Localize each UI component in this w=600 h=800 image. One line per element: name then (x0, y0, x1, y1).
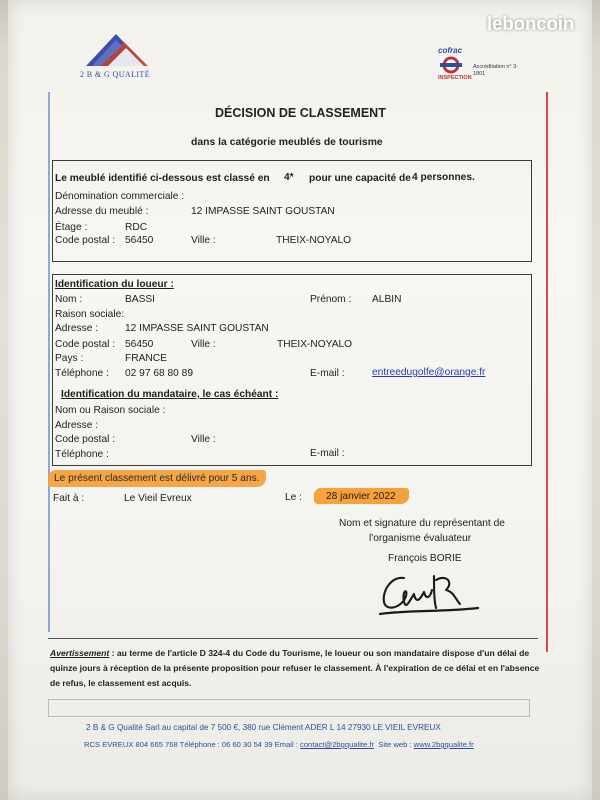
footer-line1: 2 B & G Qualité Sarl au capital de 7 500 €, 380 rue Clément ADER L 14 27930 LE VIEIL EVREUX (86, 723, 441, 732)
footer-email-link[interactable]: contact@2bgqualite.fr (300, 740, 375, 749)
owner-firstname-label: Prénom : (310, 294, 352, 305)
owner-postal: 56450 (125, 339, 154, 350)
footer-site-label: Site web : (378, 740, 412, 749)
footer-rcs: RCS EVREUX 804 665 768 Téléphone : 06 60 30 54 39 Email : (84, 740, 298, 749)
triangles-logo-icon (74, 32, 164, 68)
owner-city-label: Ville : (191, 339, 216, 350)
date-label: Le : (285, 492, 302, 503)
address-label: Adresse du meublé : (55, 206, 149, 217)
owner-country-label: Pays : (55, 353, 84, 364)
page-title: DÉCISION DE CLASSEMENT (215, 106, 386, 120)
floor-value: RDC (125, 222, 148, 233)
capacity-value: 4 personnes. (412, 172, 475, 183)
signature-line2: l'organisme évaluateur (369, 533, 472, 544)
owner-firstname: ALBIN (372, 294, 402, 305)
postal-value: 56450 (125, 235, 154, 246)
warning-line3: de refus, le classement est acquis. (50, 678, 192, 688)
owner-postal-label: Code postal : (55, 339, 116, 350)
agent-phone-label: Téléphone : (55, 449, 109, 460)
validity-text: Le présent classement est délivré pour 5 ans. (54, 473, 260, 484)
dotted-frame (48, 699, 530, 717)
warning-line2: quinze jours à réception de la présente proposition pour refuser le classement. À l'expiration de ce délai et en l'absence (50, 663, 540, 673)
capacity-label: pour une capacité de (309, 173, 411, 184)
warning-label: Avertissement (50, 648, 110, 658)
separator-line (48, 638, 538, 639)
handwritten-signature (374, 570, 484, 620)
accreditation-text: Accréditation n° 3- 1801 (473, 64, 518, 77)
owner-country: FRANCE (125, 353, 167, 364)
owner-email-label: E-mail : (310, 368, 345, 379)
owner-company-label: Raison sociale: (55, 309, 125, 320)
cofrac-logo-top: cofrac (438, 46, 463, 55)
owner-name-label: Nom : (55, 294, 83, 305)
warning-paragraph (50, 646, 550, 691)
owner-phone: 02 97 68 80 89 (125, 368, 193, 379)
denomination-label: Dénomination commerciale : (55, 191, 185, 202)
cofrac-logo (438, 46, 472, 86)
company-logo-text: 2 B & G QUALITÉ (80, 70, 150, 79)
classification-stars: 4* (284, 172, 294, 183)
right-margin-line (546, 92, 548, 652)
cofrac-logo-bottom: INSPECTION (438, 75, 472, 81)
city-label: Ville : (191, 235, 216, 246)
agent-name-label: Nom ou Raison sociale : (55, 405, 166, 416)
signature-line1: Nom et signature du représentant de (339, 518, 505, 529)
agent-email-label: E-mail : (310, 448, 345, 459)
footer-site-link[interactable]: www.2bgqualite.fr (413, 740, 474, 749)
done-at-label: Fait à : (53, 493, 85, 504)
owner-address-label: Adresse : (55, 323, 99, 334)
classification-lead: Le meublé identifié ci-dessous est classé en (55, 173, 270, 184)
page-subtitle: dans la catégorie meublés de tourisme (191, 137, 383, 148)
footer-line2 (84, 740, 474, 749)
signature-name: François BORIE (388, 553, 462, 564)
left-margin-line (48, 92, 50, 632)
watermark: leboncoin (487, 14, 575, 35)
agent-postal-label: Code postal : (55, 434, 116, 445)
owner-section-title: Identification du loueur : (55, 279, 174, 290)
company-logo (74, 32, 164, 82)
cofrac-emblem-icon (440, 56, 462, 74)
owner-phone-label: Téléphone : (55, 368, 109, 379)
postal-label: Code postal : (55, 235, 116, 246)
agent-section-title: Identification du mandataire, le cas échéant : (61, 389, 279, 400)
date-value: 28 janvier 2022 (326, 491, 396, 502)
address-value: 12 IMPASSE SAINT GOUSTAN (191, 206, 335, 217)
owner-email-link[interactable]: entreedugolfe@orange.fr (372, 367, 486, 378)
owner-address: 12 IMPASSE SAINT GOUSTAN (125, 323, 269, 334)
city-value: THEIX-NOYALO (276, 235, 352, 246)
floor-label: Étage : (55, 222, 88, 233)
done-at-value: Le Vieil Evreux (124, 493, 192, 504)
warning-line1: : au terme de l'article D 324-4 du Code du Tourisme, le loueur ou son mandataire dispose d'un délai de (109, 648, 530, 658)
agent-address-label: Adresse : (55, 420, 99, 431)
owner-city: THEIX-NOYALO (277, 339, 353, 350)
agent-city-label: Ville : (191, 434, 216, 445)
document-page (8, 0, 592, 800)
owner-name: BASSI (125, 294, 156, 305)
